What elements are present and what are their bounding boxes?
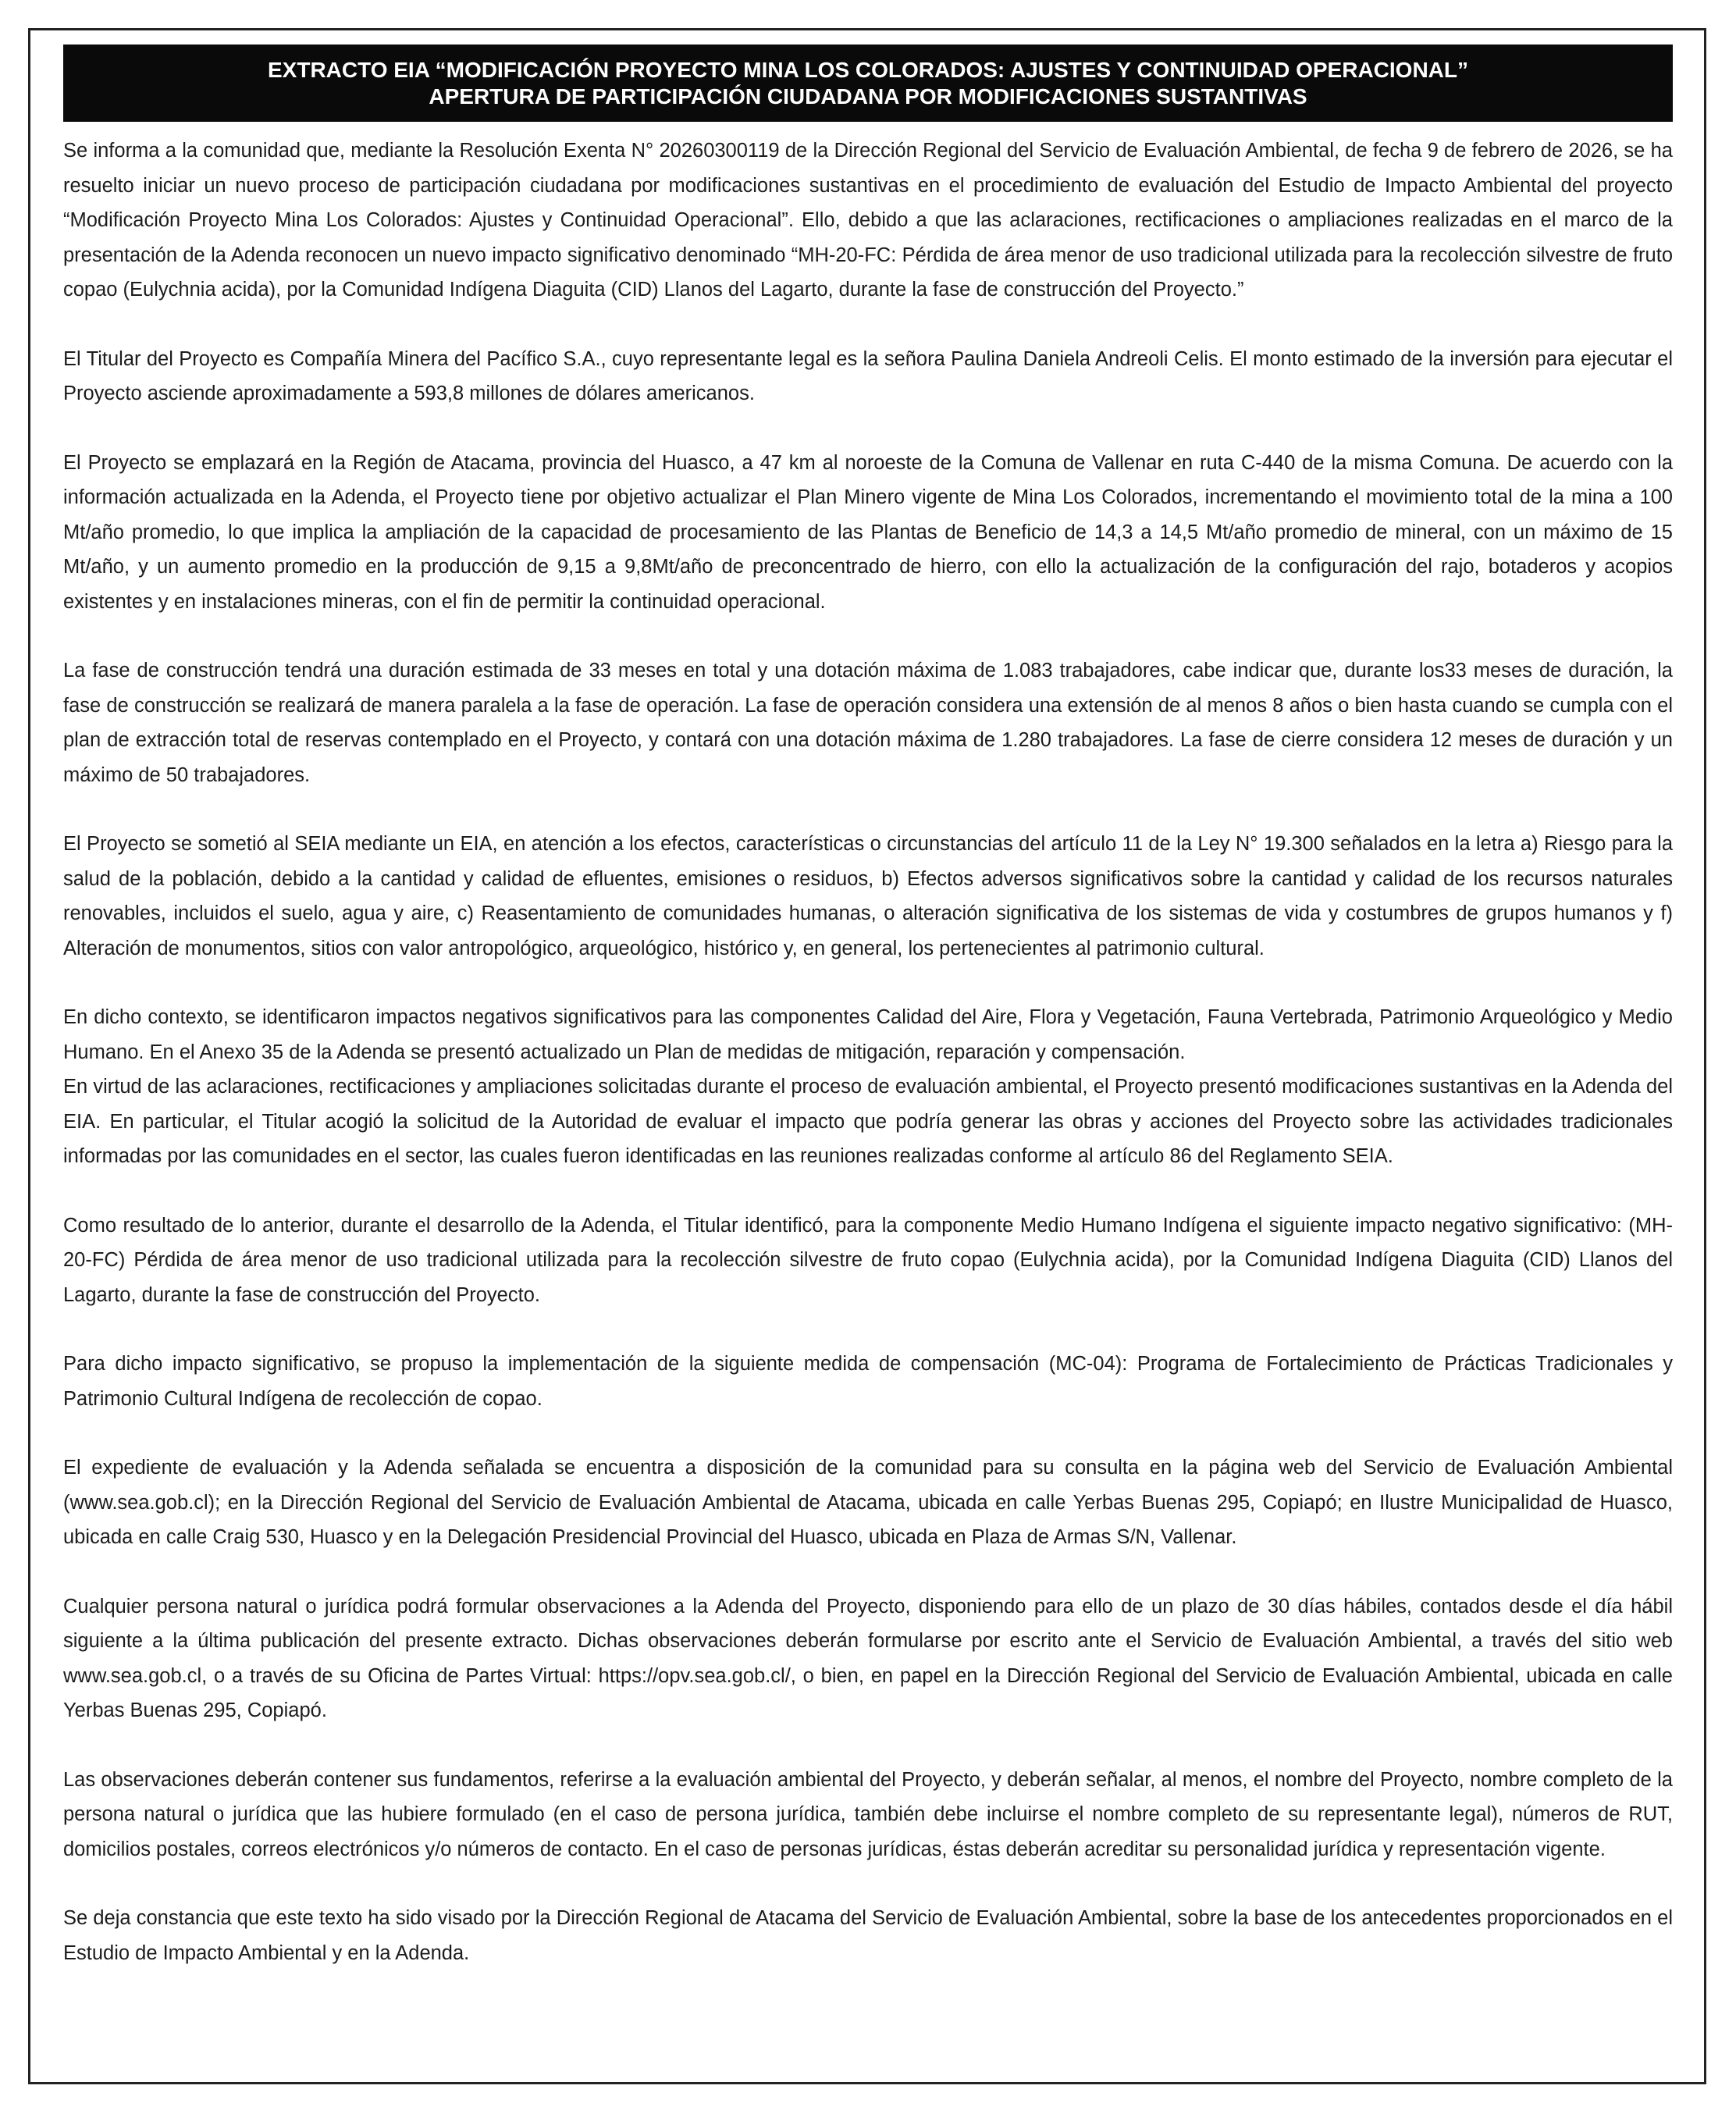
paragraph-new-impact: Como resultado de lo anterior, durante el desarrollo de la Adenda, el Titular identificó, para la componente Medio Humano Indígena el siguiente impacto negativo significativo: (MH-20-FC) Pérdida de área menor de uso tradicional utilizada para la recolección silvestre de fruto copao (Eulychnia acida), por la Comunidad Indígena Diaguita (CID) Llanos del Lagarto, durante la fase de construcción del Proyecto. — [63, 1214, 1673, 1306]
paragraph-certification: Se deja constancia que este texto ha sido visado por la Dirección Regional de Atacama del Servicio de Evaluación Ambiental, sobre la base de los antecedentes proporcionados en el Estudio de Impacto Ambiental y en la Adenda. — [63, 1907, 1673, 1964]
paragraph-seia: El Proyecto se sometió al SEIA mediante un EIA, en atención a los efectos, características o circunstancias del artículo 11 de la Ley N° 19.300 señalados en la letra a) Riesgo para la salud de la población, debido a la cantidad y calidad de efluentes, emisiones o residuos, b) Efectos adversos significativos sobre la cantidad y calidad de los recursos naturales renovables, incluidos el suelo, agua y aire, c) Reasentamiento de comunidades humanas, o alteración significativa de los sistemas de vida y costumbres de grupos humanos y f) Alteración de monumentos, sitios con valor antropológico, arqueológico, histórico y, en general, los pertenecientes al patrimonio cultural. — [63, 833, 1673, 959]
paragraph-observations-content: Las observaciones deberán contener sus fundamentos, referirse a la evaluación ambiental del Proyecto, y deberán señalar, al menos, el nombre del Proyecto, nombre completo de la persona natural o jurídica que las hubiere formulado (en el caso de persona jurídica, también debe incluirse el nombre completo de su representante legal), números de RUT, domicilios postales, correos electrónicos y/o números de contacto. En el caso de personas jurídicas, éstas deberán acreditar su personalidad jurídica y representación vigente. — [63, 1768, 1673, 1860]
paragraph-observations-deadline: Cualquier persona natural o jurídica podrá formular observaciones a la Adenda del Proyecto, disponiendo para ello de un plazo de 30 días hábiles, contados desde el día hábil siguiente a la última publicación del presente extracto. Dichas observaciones deberán formularse por escrito ante el Servicio de Evaluación Ambiental, a través del sitio web www.sea.gob.cl, o a través de su Oficina de Partes Virtual: https://opv.sea.gob.cl/, o bien, en papel en la Dirección Regional del Servicio de Evaluación Ambiental, ubicada en calle Yerbas Buenas 295, Copiapó. — [63, 1595, 1673, 1721]
notice-frame — [28, 28, 1706, 2084]
notice-header — [63, 44, 1673, 122]
paragraph-phases: La fase de construcción tendrá una duración estimada de 33 meses en total y una dotación máxima de 1.083 trabajadores, cabe indicar que, durante los33 meses de duración, la fase de construcción se realizará de manera paralela a la fase de operación. La fase de operación considera una extensión de al menos 8 años o bien hasta cuando se cumpla con el plan de extracción total de reservas contemplado en el Proyecto, y contará con una dotación máxima de 1.280 trabajadores. La fase de cierre considera 12 meses de duración y un máximo de 50 trabajadores. — [63, 660, 1673, 786]
paragraph-location: El Proyecto se emplazará en la Región de Atacama, provincia del Huasco, a 47 km al noroeste de la Comuna de Vallenar en ruta C-440 de la misma Comuna. De acuerdo con la información actualizada en la Adenda, el Proyecto tiene por objetivo actualizar el Plan Minero vigente de Mina Los Colorados, incrementando el movimiento total de la mina a 100 Mt/año promedio, lo que implica la ampliación de la capacidad de procesamiento de las Plantas de Beneficio de 14,3 a 14,5 Mt/año promedio de mineral, con un máximo de 15 Mt/año, y un aumento promedio en la producción de 9,15 a 9,8Mt/año de preconcentrado de hierro, con ello la actualización de la configuración del rajo, botaderos y acopios existentes y en instalaciones mineras, con el fin de permitir la continuidad operacional. — [63, 451, 1673, 613]
paragraph-expediente: El expediente de evaluación y la Adenda señalada se encuentra a disposición de la comunidad para su consulta en la página web del Servicio de Evaluación Ambiental (www.sea.gob.cl); en la Dirección Regional del Servicio de Evaluación Ambiental de Atacama, ubicada en calle Yerbas Buenas 295, Copiapó; en Ilustre Municipalidad de Huasco, ubicada en calle Craig 530, Huasco y en la Delegación Presidencial Provincial del Huasco, ubicada en Plaza de Armas S/N, Vallenar. — [63, 1457, 1673, 1548]
paragraph-impacts: En dicho contexto, se identificaron impactos negativos significativos para las componentes Calidad del Aire, Flora y Vegetación, Fauna Vertebrada, Patrimonio Arqueológico y Medio Humano. En el Anexo 35 de la Adenda se presentó actualizado un Plan de medidas de mitigación, reparación y compensación. — [63, 1006, 1673, 1063]
paragraph-resolution: Se informa a la comunidad que, mediante la Resolución Exenta N° 20260300119 de la Dirección Regional del Servicio de Evaluación Ambiental, de fecha 9 de febrero de 2026, se ha resuelto iniciar un nuevo proceso de participación ciudadana por modificaciones sustantivas en el procedimiento de evaluación del Estudio de Impacto Ambiental del proyecto “Modificación Proyecto Mina Los Colorados: Ajustes y Continuidad Operacional”. Ello, debido a que las aclaraciones, rectificaciones o ampliaciones realizadas en el marco de la presentación de la Adenda reconocen un nuevo impacto significativo denominado “MH-20-FC: Pérdida de área menor de uso tradicional utilizada para la recolección silvestre de fruto copao (Eulychnia acida), por la Comunidad Indígena Diaguita (CID) Llanos del Lagarto, durante la fase de construcción del Proyecto.” — [63, 140, 1673, 301]
paragraph-modifications: En virtud de las aclaraciones, rectificaciones y ampliaciones solicitadas durante el proceso de evaluación ambiental, el Proyecto presentó modificaciones sustantivas en la Adenda del EIA. En particular, el Titular acogió la solicitud de la Autoridad de evaluar el impacto que podría generar las obras y acciones del Proyecto sobre las actividades tradicionales informadas por las comunidades en el sector, las cuales fueron identificadas en las reuniones realizadas conforme al artículo 86 del Reglamento SEIA. — [63, 1076, 1673, 1167]
notice-body — [63, 133, 1673, 1970]
paragraph-compensation: Para dicho impacto significativo, se propuso la implementación de la siguiente medida de compensación (MC-04): Programa de Fortalecimiento de Prácticas Tradicionales y Patrimonio Cultural Indígena de recolección de copao. — [63, 1353, 1673, 1410]
notice-subtitle: APERTURA DE PARTICIPACIÓN CIUDADANA POR MODIFICACIONES SUSTANTIVAS — [429, 84, 1307, 109]
paragraph-titular: El Titular del Proyecto es Compañía Minera del Pacífico S.A., cuyo representante legal es la señora Paulina Daniela Andreoli Celis. El monto estimado de la inversión para ejecutar el Proyecto asciende aproximadamente a 593,8 millones de dólares americanos. — [63, 347, 1673, 404]
notice-title: EXTRACTO EIA “MODIFICACIÓN PROYECTO MINA LOS COLORADOS: AJUSTES Y CONTINUIDAD OPERACIONAL” — [267, 58, 1469, 82]
